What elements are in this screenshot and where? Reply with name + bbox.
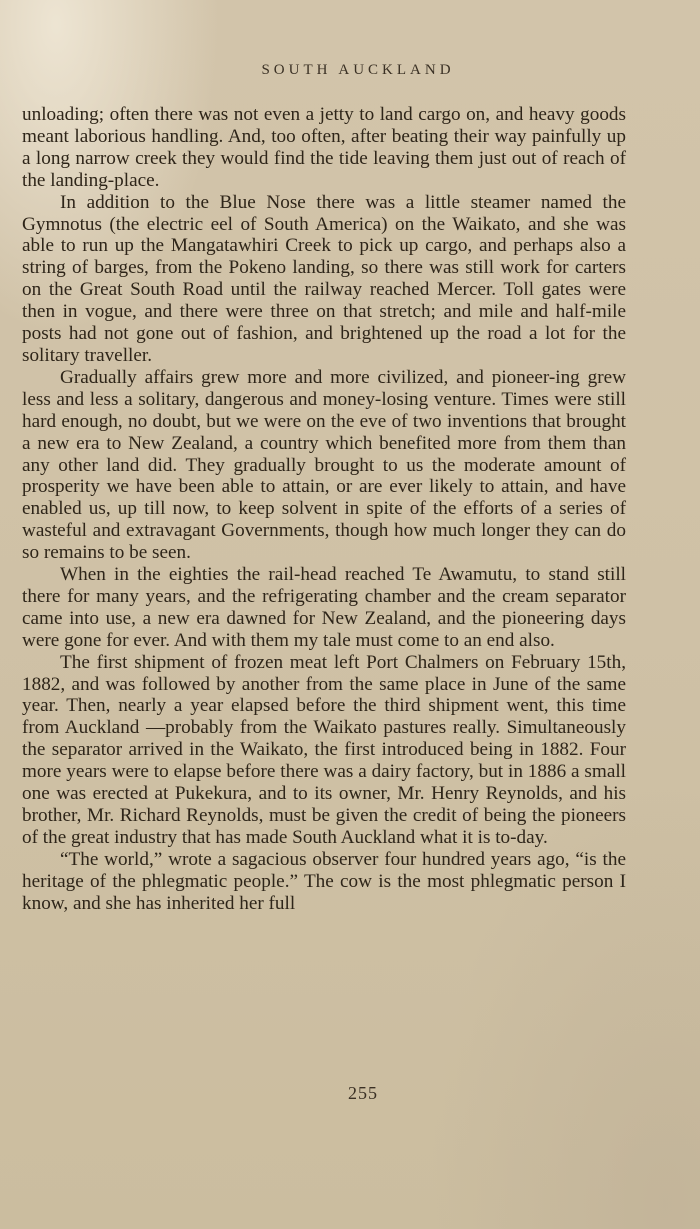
paragraph-civilized: Gradually affairs grew more and more civilized, and pioneer-ing grew less and less a solitary, dangerous and money-losing venture. Times were still hard enough, no doubt, but we were on the eve of two inventions that brought a new era to New Zealand, a country which benefited more from them than any other land did. They gradually brought to us the moderate amount of prosperity we have been able to attain, or are ever likely to attain, and have enabled us, up till now, to keep solvent in spite of the efforts of a series of wasteful and extravagant Governments, though how much longer they can do so remains to be seen. bbox=[22, 366, 626, 564]
body-text bbox=[22, 104, 626, 915]
paragraph-phlegmatic: “The world,” wrote a sagacious observer four hundred years ago, “is the heritage of the phlegmatic people.” The cow is the most phlegmatic person I know, and she has inherited her full bbox=[22, 848, 626, 914]
running-head: SOUTH AUCKLAND bbox=[261, 62, 455, 78]
paragraph-rail-head: When in the eighties the rail-head reached Te Awamutu, to stand still there for many years, and the refrigerating chamber and the cream separator came into use, a new era dawned for New Zealand, and the pioneering days were gone for ever. And with them my tale must come to an end also. bbox=[22, 564, 626, 651]
paragraph-gymnotus: In addition to the Blue Nose there was a little steamer named the Gymnotus (the electric eel of South America) on the Waikato, and she was able to run up the Mangatawhiri Creek to pick up cargo, and perhaps also a string of barges, from the Pokeno landing, so there was still work for carters on the Great South Road until the railway reached Mercer. Toll gates were then in vogue, and there were three on that stretch; and mile and half-mile posts had not gone out of fashion, and brightened up the road a lot for the solitary traveller. bbox=[22, 191, 626, 366]
page-number: 255 bbox=[348, 1083, 378, 1103]
paragraph-frozen-meat: The first shipment of frozen meat left Port Chalmers on February 15th, 1882, and was followed by another from the same place in June of the same year. Then, nearly a year elapsed before the third shipment went, this time from Auckland —probably from the Waikato pastures really. Simultaneously the separator arrived in the Waikato, the first introduced being in 1882. Four more years were to elapse before there was a dairy factory, but in 1886 a small one was erected at Pukekura, and to its owner, Mr. Henry Reynolds, and his brother, Mr. Richard Reynolds, must be given the credit of being the pioneers of the great industry that has made South Auckland what it is to-day. bbox=[22, 651, 626, 848]
paragraph-continuation: unloading; often there was not even a jetty to land cargo on, and heavy goods meant laborious handling. And, too often, after beating their way painfully up a long narrow creek they would find the tide leaving them just out of reach of the landing-place. bbox=[22, 104, 626, 191]
